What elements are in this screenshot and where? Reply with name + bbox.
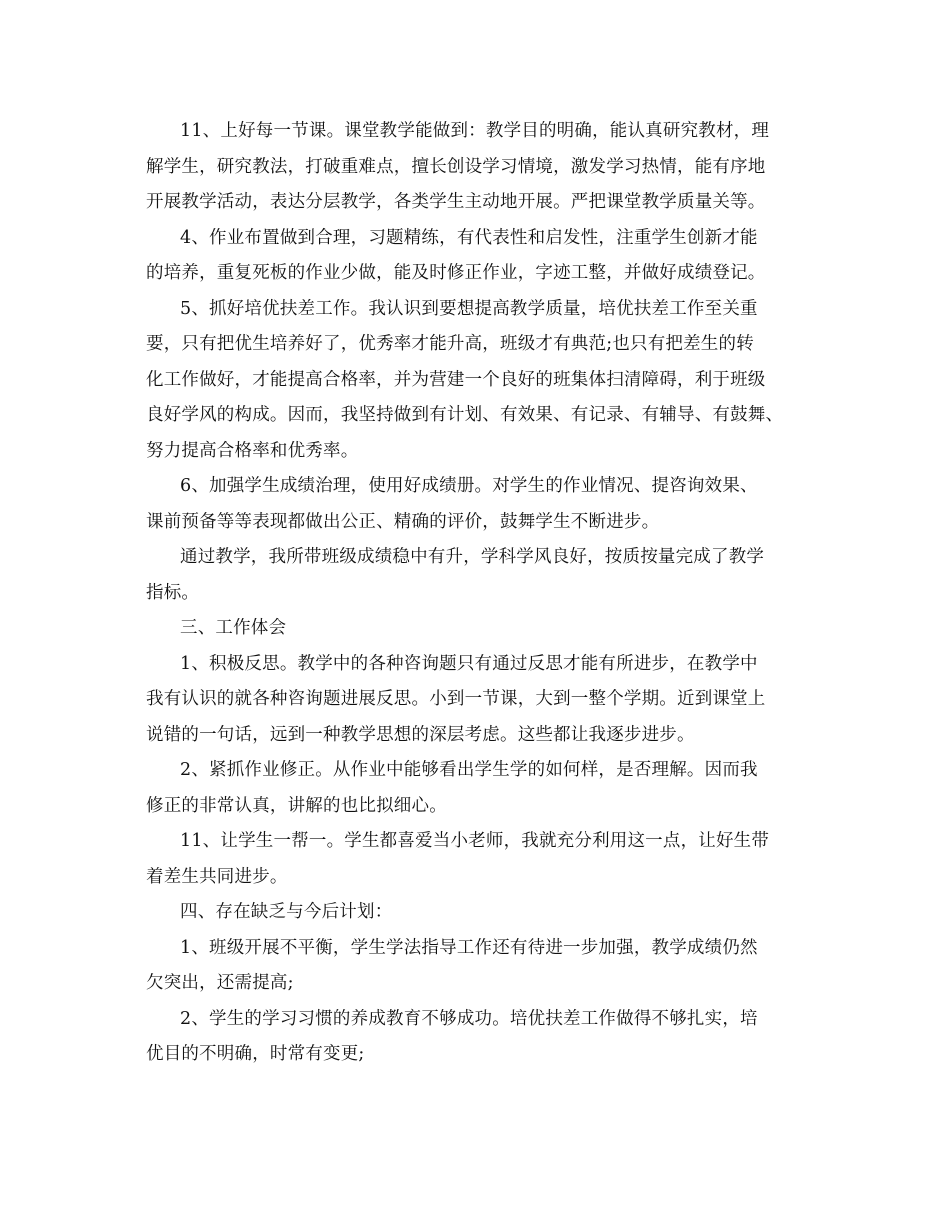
paragraph-results: 通过教学，我所带班级成绩稳中有升，学科学风良好，按质按量完成了教学 指标。 <box>146 547 765 603</box>
paragraph-shortcoming-1: 1、班级开展不平衡，学生学法指导工作还有待进一步加强，教学成绩仍然 欠突出，还需提高; <box>146 937 758 993</box>
document-body <box>146 114 816 1073</box>
paragraph-reflection: 1、积极反思。教学中的各种咨询题只有通过反思才能有所进步，在教学中 我有认识的就各种咨询题进展反思。小到一节课，大到一整个学期。近到课堂上 说错的一句话，远到一种教学思想的深层考虑。这些都让我逐步进步。 <box>146 653 766 745</box>
paragraph-grade-management: 6、加强学生成绩治理，使用好成绩册。对学生的作业情况、提咨询效果、 课前预备等等表现都做出公正、精确的评价，鼓舞学生不断进步。 <box>146 476 758 532</box>
section-heading-experience: 三、工作体会 <box>180 618 287 638</box>
paragraph-teaching-class: 11、上好每一节课。课堂教学能做到：教学目的明确，能认真研究教材，理 解学生，研究教法，打破重难点，擅长创设学习情境，激发学习热情，能有序地 开展教学活动，表达分层教学，各类学生主动地开展。严把课堂教学质量关等。 <box>146 121 770 212</box>
paragraph-homework-correction: 2、紧抓作业修正。从作业中能够看出学生学的如何样，是否理解。因而我 修正的非常认真，讲解的也比拟细心。 <box>146 760 758 816</box>
paragraph-homework: 4、作业布置做到合理，习题精练，有代表性和启发性，注重学生创新才能 的培养，重复死板的作业少做，能及时修正作业，字迹工整，并做好成绩登记。 <box>146 227 766 283</box>
section-heading-shortcomings: 四、存在缺乏与今后计划： <box>180 902 393 922</box>
paragraph-peer-help: 11、让学生一帮一。学生都喜爱当小老师，我就充分利用这一点，让好生带 着差生共同进步。 <box>146 831 770 887</box>
paragraph-tutoring: 5、抓好培优扶差工作。我认识到要想提高教学质量，培优扶差工作至关重 要，只有把优生培养好了，优秀率才能升高，班级才有典范;也只有把差生的转 化工作做好，才能提高合格率，并为营建一个良好的班集体扫清障碍，利于班级 良好学风的构成。因而，我坚持做到有计划、有效果、有记录、有辅导、有鼓舞、 努力提高合格率和优秀率。 <box>146 298 784 461</box>
paragraph-shortcoming-2: 2、学生的学习习惯的养成教育不够成功。培优扶差工作做得不够扎实，培 优目的不明确，时常有变更; <box>146 1008 758 1064</box>
